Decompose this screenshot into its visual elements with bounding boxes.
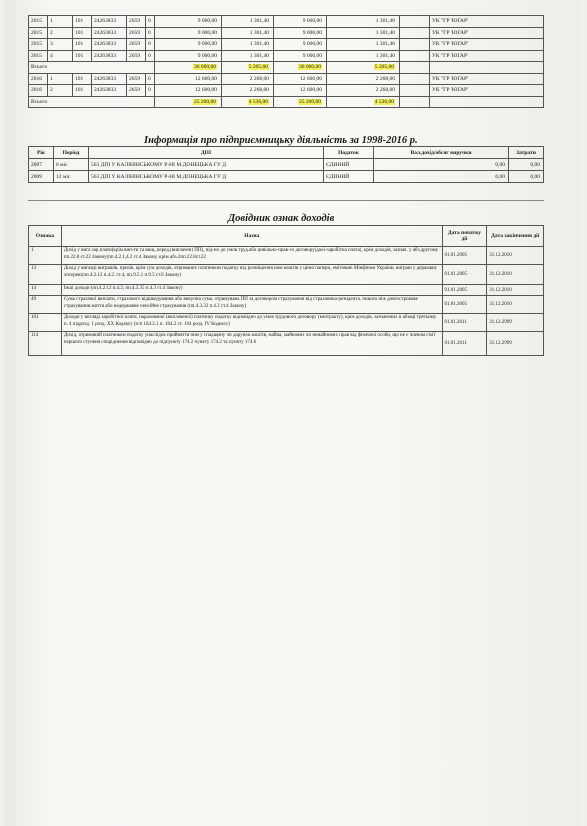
income-agent: УК "ГР 'ЮГАР' <box>430 39 544 51</box>
reference-name: Дохід у вигляді виграшів, призів, крім сум доходів, отриманих платником податку від розміщення ним коштів у цінні папери, емітовані Мінфіном України, виграш у державну лотерею(пп.4.2.12 п.4.2. ст.4, пп.9.5.1 п.9.5 ст.9 Закону) <box>61 265 442 285</box>
income-quarter: 2 <box>48 85 73 97</box>
income-tax: 1 301,40 <box>222 27 274 39</box>
col-revenue: Вал.дохід/обсяг виручки <box>374 147 509 159</box>
income-agent: УК "ГР 'ЮГАР' <box>430 73 544 85</box>
income-field-a: 2659 <box>127 16 146 28</box>
total-paid <box>274 96 327 108</box>
reference-start-date: 01.01.2005 <box>442 285 487 296</box>
income-tax: 1 301,40 <box>222 16 274 28</box>
total-tax-paid-value: 4 536,00 <box>374 98 394 105</box>
income-quarter: 1 <box>48 73 73 85</box>
total-paid-value: 25 200,00 <box>299 98 321 105</box>
income-tax: 1 301,40 <box>222 39 274 51</box>
business-row <box>29 159 544 171</box>
reference-start-date: 01.01.2005 <box>442 296 487 314</box>
document-page <box>4 0 580 826</box>
income-field-b: 0 <box>146 16 155 28</box>
income-agent: УК "ГР 'ЮГАР' <box>430 50 544 62</box>
total-tax-paid-value: 5 205,60 <box>374 64 394 71</box>
business-tax: ЄДИНИЙ <box>324 171 374 183</box>
total-accrued <box>155 62 222 74</box>
col-code: Ознака <box>29 226 62 247</box>
reference-name: Дохід, отриманий платником податку унаслідок прийняття ним у спадщину чи дарунок коштів, майна, майнових чи немайнових прав від фізичної особи, що не є членом сім'ї першого ступеня споріднення відповідно до підпункту 174.2 пункту 174.2 та пункту 174.6 <box>61 332 442 356</box>
income-blank <box>400 16 430 28</box>
reference-row <box>29 332 544 356</box>
income-quarter: 2 <box>48 27 73 39</box>
total-accrued-value: 25 200,00 <box>194 98 216 105</box>
income-agent: УК "ГР 'ЮГАР' <box>430 27 544 39</box>
reference-code: 14 <box>29 285 62 296</box>
income-blank <box>400 96 430 108</box>
total-tax-value: 5 205,60 <box>248 64 268 71</box>
business-header-row <box>29 147 544 159</box>
reference-start-date: 01.01.2011 <box>442 314 487 332</box>
col-tax: Податок <box>324 147 374 159</box>
income-row <box>29 73 544 85</box>
income-year: 2015 <box>29 16 48 28</box>
income-field-a: 2659 <box>127 27 146 39</box>
income-row <box>29 50 544 62</box>
business-costs: 0,00 <box>509 159 544 171</box>
income-total-row <box>29 96 544 108</box>
income-tax: 2 268,00 <box>222 73 274 85</box>
income-blank <box>400 73 430 85</box>
total-accrued-value: 36 000,00 <box>194 64 216 71</box>
income-agent: УК "ГР 'ЮГАР' <box>430 85 544 97</box>
total-tax <box>222 62 274 74</box>
income-edrpou: 24263833 <box>92 50 127 62</box>
income-total-label: Всього <box>29 62 155 74</box>
col-costs: Затрати <box>509 147 544 159</box>
business-dpi: 563 ДПІ У КАЛІНІНСЬКОМУ Р-НІ М.ДОНЕЦЬКА ГУ Д <box>89 159 324 171</box>
reference-table <box>28 225 544 356</box>
business-period: 12 міс <box>54 171 89 183</box>
income-tax-paid: 2 268,00 <box>327 73 400 85</box>
income-code: 101 <box>73 73 92 85</box>
income-field-b: 0 <box>146 39 155 51</box>
income-year: 2016 <box>29 73 48 85</box>
reference-end-date: 31.12.2010 <box>487 296 544 314</box>
income-field-a: 2659 <box>127 73 146 85</box>
income-blank <box>400 62 430 74</box>
income-paid: 12 600,00 <box>274 85 327 97</box>
reference-name: Сума страхової виплати, страхового відшкодування або викупна сума, отримувана ПП за договором страхування від страховика-резидента, іншого ніж довгострокове страхування життя або недержавне пенсійне страхування (пп.4.3.32 п.4.3 ст.4 Закону) <box>61 296 442 314</box>
col-year: Рік <box>29 147 54 159</box>
income-agent: УК "ГР 'ЮГАР' <box>430 16 544 28</box>
reference-title: Довідник ознак доходів <box>228 213 335 224</box>
total-tax-value: 4 536,00 <box>248 98 268 105</box>
income-field-a: 2659 <box>127 85 146 97</box>
income-year: 2015 <box>29 27 48 39</box>
income-year: 2015 <box>29 39 48 51</box>
business-tax: ЄДИНИЙ <box>324 159 374 171</box>
reference-end-date: 31.12.2010 <box>487 247 544 265</box>
income-blank <box>400 39 430 51</box>
income-field-b: 0 <box>146 85 155 97</box>
total-tax-paid <box>327 62 400 74</box>
col-end: Дата закінчення дії <box>487 226 544 247</box>
reference-header-row <box>29 226 544 247</box>
business-table <box>28 146 544 183</box>
income-tax-paid: 1 301,40 <box>327 16 400 28</box>
reference-name: Інші доходи (пп.4.2.12 п.4.2, пп.4.3.35 п.4.3 ст.4 Закону) <box>61 285 442 296</box>
business-revenue: 0,00 <box>374 171 509 183</box>
income-code: 101 <box>73 27 92 39</box>
reference-row <box>29 247 544 265</box>
income-field-a: 2659 <box>127 39 146 51</box>
income-paid: 9 000,00 <box>274 39 327 51</box>
business-period: 6 міс <box>54 159 89 171</box>
income-code: 101 <box>73 85 92 97</box>
income-edrpou: 24263833 <box>92 27 127 39</box>
income-quarter: 1 <box>48 16 73 28</box>
income-edrpou: 24263833 <box>92 85 127 97</box>
income-tax-paid: 1 301,40 <box>327 50 400 62</box>
income-total-label: Всього <box>29 96 155 108</box>
income-row <box>29 85 544 97</box>
reference-start-date: 01.01.2005 <box>442 247 487 265</box>
income-tax-paid: 1 301,40 <box>327 39 400 51</box>
reference-code: 101 <box>29 314 62 332</box>
income-blank <box>430 96 544 108</box>
reference-start-date: 01.01.2005 <box>442 265 487 285</box>
income-accrued: 9 000,00 <box>155 27 222 39</box>
income-edrpou: 24263833 <box>92 73 127 85</box>
income-edrpou: 24263833 <box>92 16 127 28</box>
business-row <box>29 171 544 183</box>
income-blank <box>400 50 430 62</box>
income-field-b: 0 <box>146 50 155 62</box>
reference-code: 1 <box>29 247 62 265</box>
col-period: Період <box>54 147 89 159</box>
reference-row <box>29 285 544 296</box>
income-tax-paid: 1 301,40 <box>327 27 400 39</box>
income-tax-paid: 2 268,00 <box>327 85 400 97</box>
income-field-a: 2659 <box>127 50 146 62</box>
reference-code: 114 <box>29 332 62 356</box>
col-dpi: ДПІ <box>89 147 324 159</box>
income-year: 2015 <box>29 50 48 62</box>
total-accrued <box>155 96 222 108</box>
income-accrued: 9 000,00 <box>155 50 222 62</box>
income-field-b: 0 <box>146 73 155 85</box>
income-paid: 9 000,00 <box>274 50 327 62</box>
income-row <box>29 27 544 39</box>
income-code: 101 <box>73 39 92 51</box>
income-total-row <box>29 62 544 74</box>
business-title: Інформація про підприємницьку діяльність за 1998-2016 р. <box>144 135 418 146</box>
total-paid <box>274 62 327 74</box>
income-year: 2016 <box>29 85 48 97</box>
business-year: 2007 <box>29 159 54 171</box>
income-accrued: 9 000,00 <box>155 39 222 51</box>
income-edrpou: 24263833 <box>92 39 127 51</box>
reference-row <box>29 265 544 285</box>
income-code: 101 <box>73 50 92 62</box>
business-year: 2009 <box>29 171 54 183</box>
business-dpi: 563 ДПІ У КАЛІНІНСЬКОМУ Р-НІ М.ДОНЕЦЬКА ГУ Д <box>89 171 324 183</box>
income-blank <box>400 85 430 97</box>
reference-end-date: 31.12.2999 <box>487 314 544 332</box>
income-row <box>29 16 544 28</box>
col-name: Назва <box>61 226 442 247</box>
income-quarter: 3 <box>48 39 73 51</box>
total-tax-paid <box>327 96 400 108</box>
reference-name: Доходи у вигляді заробітної плати, нарахованої (виплаченої) платнику податку відповідно до умов трудового договору (контракту), крім доходів, зазначених в абзаці третьому п. 4 підрозд. 1 розд. XX Кодексу (п/п 164.2.1 п. 164.2 ст. 164 розд. IV Кодексу) <box>61 314 442 332</box>
income-accrued: 12 600,00 <box>155 73 222 85</box>
total-tax <box>222 96 274 108</box>
reference-end-date: 31.12.2010 <box>487 265 544 285</box>
reference-code: 13 <box>29 265 62 285</box>
income-accrued: 9 000,00 <box>155 16 222 28</box>
income-blank <box>400 27 430 39</box>
reference-code: 49 <box>29 296 62 314</box>
income-paid: 9 000,00 <box>274 27 327 39</box>
col-start: Дата початку дії <box>442 226 487 247</box>
income-tax: 2 268,00 <box>222 85 274 97</box>
income-table <box>28 15 544 108</box>
reference-row <box>29 314 544 332</box>
income-tax: 1 301,40 <box>222 50 274 62</box>
income-field-b: 0 <box>146 27 155 39</box>
business-revenue: 0,00 <box>374 159 509 171</box>
reference-end-date: 31.12.2010 <box>487 285 544 296</box>
reference-end-date: 31.12.2999 <box>487 332 544 356</box>
reference-row <box>29 296 544 314</box>
income-blank <box>430 62 544 74</box>
reference-start-date: 01.01.2011 <box>442 332 487 356</box>
section-divider <box>28 200 544 201</box>
total-paid-value: 36 000,00 <box>299 64 321 71</box>
income-paid: 9 000,00 <box>274 16 327 28</box>
income-paid: 12 600,00 <box>274 73 327 85</box>
reference-name: Дохід у вигл.зар.плати(крім вип-ти та вищ.,перед.(виплачен) ПП), під-но до умов труд.або цивільно-прав-го договору(далі-заробітна плата), крім доходів, зазнач. у абз.другому пп.22.8 ст.22 Закону(пп.4.2.1,4.2 ст.4 Закону, крім абз.2пп.22.8ст.22 <box>61 247 442 265</box>
business-costs: 0,00 <box>509 171 544 183</box>
income-quarter: 4 <box>48 50 73 62</box>
income-row <box>29 39 544 51</box>
income-accrued: 12 600,00 <box>155 85 222 97</box>
income-code: 101 <box>73 16 92 28</box>
